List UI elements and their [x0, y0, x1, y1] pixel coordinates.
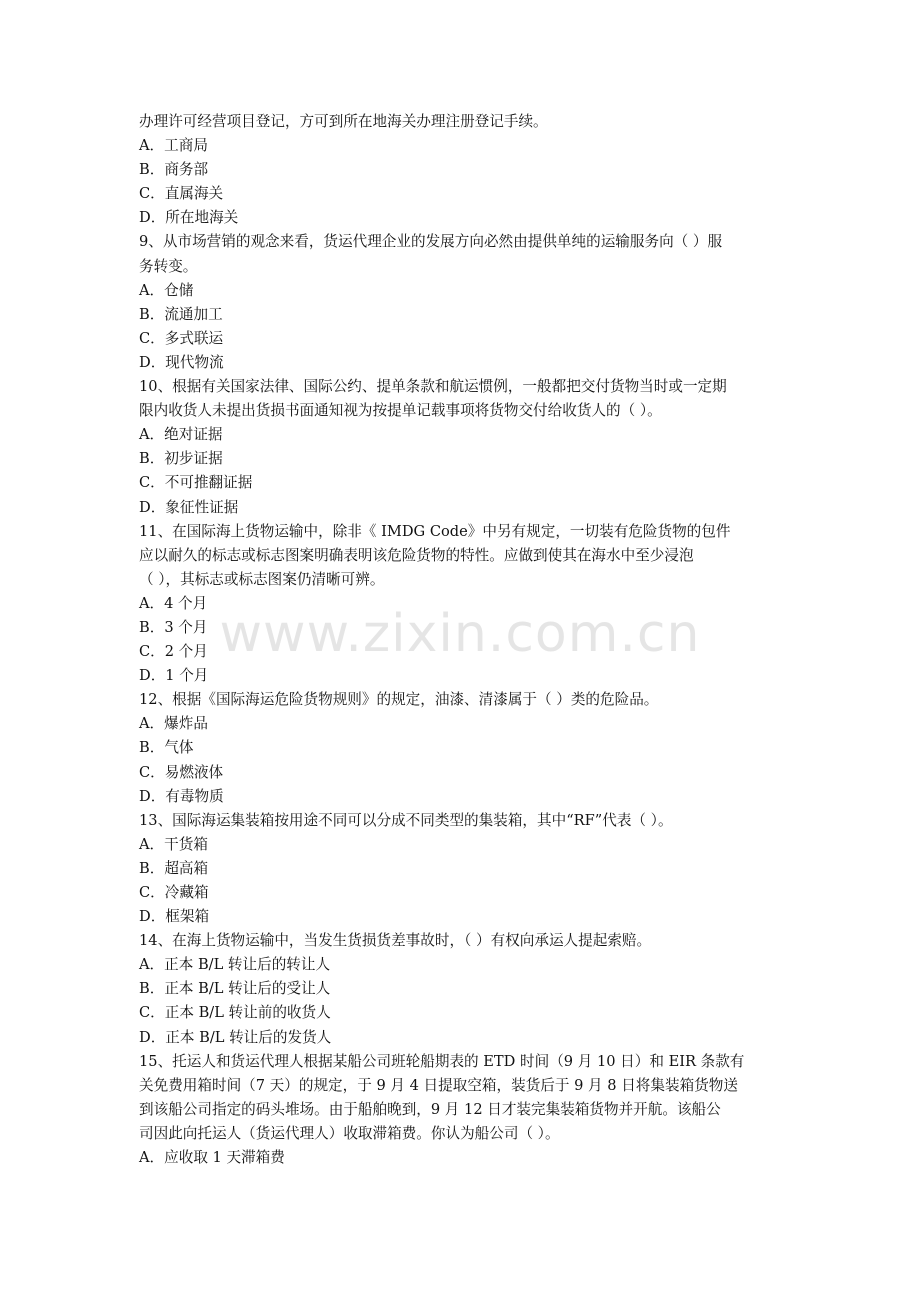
- option: A．仓储: [139, 281, 194, 299]
- question-line: 11、在国际海上货物运输中，除非《 IMDG Code》中另有规定，一切装有危险货物的包件: [139, 522, 731, 540]
- lead-text: [139, 110, 784, 134]
- option: B．商务部: [139, 161, 209, 179]
- question-10: [139, 375, 784, 520]
- option: C．2 个月: [139, 643, 208, 661]
- question-line: 15、托运人和货运代理人根据某船公司班轮船期表的 ETD 时间（9 月 10 日）和 EIR 条款有: [139, 1052, 745, 1070]
- question-line: 10、根据有关国家法律、国际公约、提单条款和航运惯例，一般都把交付货物当时或一定期: [139, 378, 727, 396]
- question-9: [139, 230, 784, 375]
- option: D．正本 B/L 转让后的发货人: [139, 1028, 332, 1046]
- option: A．干货箱: [139, 835, 208, 853]
- option: D．框架箱: [139, 908, 210, 926]
- question-line: 14、在海上货物运输中，当发生货损货差事故时，（ ）有权向承运人提起索赔。: [139, 932, 652, 950]
- question-line: 12、根据《国际海运危险货物规则》的规定，油漆、清漆属于（ ）类的危险品。: [139, 691, 659, 709]
- option: D．现代物流: [139, 353, 224, 371]
- question-15: [139, 1050, 784, 1170]
- option: A．应收取 1 天滞箱费: [139, 1149, 285, 1167]
- question-line: 应以耐久的标志或标志图案明确表明该危险货物的特性。应做到使其在海水中至少浸泡: [139, 546, 694, 564]
- option: A．工商局: [139, 137, 208, 155]
- option: D．1 个月: [139, 667, 209, 685]
- option: A．绝对证据: [139, 426, 223, 444]
- question-line: 9、从市场营销的观念来看，货运代理企业的发展方向必然由提供单纯的运输服务向（ ）服: [139, 233, 723, 251]
- option: D．所在地海关: [139, 209, 239, 227]
- question-line: 关免费用箱时间（7 天）的规定，于 9 月 4 日提取空箱，装货后于 9 月 8 日将集装箱货物送: [139, 1076, 738, 1094]
- option: B．气体: [139, 739, 194, 757]
- question-line: 办理许可经营项目登记，方可到所在地海关办理注册登记手续。: [139, 113, 548, 130]
- option: A．4 个月: [139, 594, 208, 612]
- option: D．有毒物质: [139, 787, 224, 805]
- option: B．初步证据: [139, 450, 223, 468]
- option: C．直属海关: [139, 185, 224, 203]
- document-body: [139, 110, 784, 1170]
- option: B．3 个月: [139, 618, 208, 636]
- question-12: [139, 688, 784, 808]
- option: C．不可推翻证据: [139, 474, 253, 492]
- question-11: [139, 520, 784, 689]
- option: B．正本 B/L 转让后的受让人: [139, 980, 331, 998]
- option: C．正本 B/L 转让前的收货人: [139, 1004, 331, 1022]
- question-line: （ ），其标志或标志图案仍清晰可辨。: [139, 570, 385, 588]
- question-14: [139, 929, 784, 1049]
- option: D．象征性证据: [139, 498, 239, 516]
- option: A．正本 B/L 转让后的转让人: [139, 956, 331, 974]
- lead-options: [139, 134, 784, 230]
- question-line: 到该船公司指定的码头堆场。由于船舶晚到，9 月 12 日才装完集装箱货物并开航。该船公: [139, 1100, 721, 1118]
- question-line: 13、国际海运集装箱按用途不同可以分成不同类型的集装箱，其中“RF”代表（ ）。: [139, 811, 673, 829]
- question-line: 限内收货人未提出货损书面通知视为按提单记载事项将货物交付给收货人的（ ）。: [139, 402, 662, 420]
- question-line: 司因此向托运人（货运代理人）收取滞箱费。你认为船公司（ ）。: [139, 1124, 560, 1142]
- question-line: 务转变。: [139, 257, 198, 275]
- option: B．超高箱: [139, 859, 209, 877]
- option: A．爆炸品: [139, 715, 208, 733]
- option: C．冷藏箱: [139, 884, 209, 901]
- watermark: www.zixin.com.cn: [219, 604, 701, 664]
- question-13: [139, 809, 784, 929]
- option: C．多式联运: [139, 329, 224, 347]
- option: B．流通加工: [139, 305, 223, 323]
- option: C．易燃液体: [139, 763, 224, 781]
